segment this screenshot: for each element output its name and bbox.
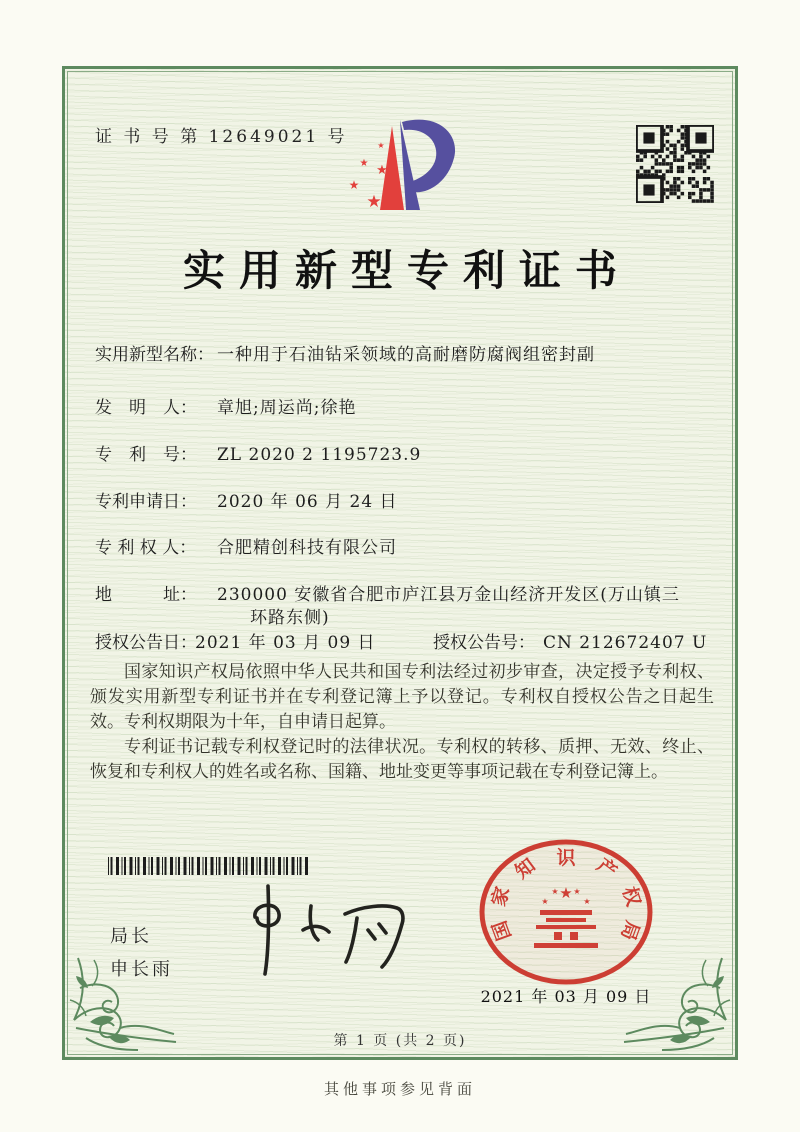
- field-label: 实用新型名称：: [95, 345, 214, 365]
- seal-char: 产: [592, 854, 621, 884]
- star-icon: ★: [551, 887, 559, 896]
- field-patent-number: [95, 440, 421, 465]
- legal-paragraph: 专利证书记载专利权登记时的法律状况。专利权的转移、质押、无效、终止、恢复和专利权人的姓名或名称、国籍、地址变更等事项记载在专利登记簿上。: [90, 737, 714, 782]
- director-name: 申长雨: [110, 959, 173, 980]
- field-value: 230000 安徽省合肥市庐江县万金山经济开发区(万山镇三: [217, 585, 680, 605]
- star-icon: ★: [541, 897, 549, 906]
- page-number: 第 1 页 (共 2 页): [333, 1033, 467, 1049]
- certificate-number: 证 书 号 第 12649021 号: [95, 127, 348, 147]
- director-block: [110, 920, 173, 986]
- field-label: 专 利 权 人：: [95, 538, 197, 558]
- seal-char: 知: [511, 854, 540, 884]
- footer-note: 其他事项参见背面: [323, 1080, 476, 1098]
- director-signature: [225, 872, 425, 990]
- field-label: 授权公告日：: [95, 633, 197, 653]
- seal-char: 局: [616, 917, 644, 944]
- field-value: CN 212672407 U: [542, 633, 708, 653]
- qr-code: [636, 125, 714, 203]
- star-icon: ★: [348, 178, 360, 192]
- seal-char: 权: [617, 884, 645, 909]
- legal-text: [90, 660, 714, 785]
- star-icon: ★: [583, 897, 591, 906]
- star-icon: ★: [359, 158, 369, 169]
- field-value: 章旭;周运尚;徐艳: [217, 398, 357, 418]
- field-value: 2020 年 06 月 24 日: [217, 492, 398, 512]
- star-icon: ★: [559, 884, 573, 902]
- field-value: 2021 年 03 月 09 日: [195, 633, 376, 653]
- field-value: 合肥精创科技有限公司: [217, 538, 397, 558]
- star-icon: ★: [366, 192, 382, 212]
- seal-char: 国: [488, 917, 516, 944]
- star-icon: ★: [573, 887, 581, 896]
- cnipa-logo-icon: [336, 110, 476, 218]
- field-inventor: [95, 393, 356, 418]
- star-icon: ★: [377, 141, 385, 150]
- field-address: [95, 580, 680, 605]
- seal-char: 识: [556, 847, 576, 869]
- field-value: 一种用于石油钻采领域的高耐磨防腐阀组密封副: [217, 345, 595, 365]
- field-label: 地 址：: [95, 585, 197, 605]
- field-label: 专利申请日：: [95, 492, 197, 512]
- field-patentee: [95, 533, 397, 558]
- official-seal: [477, 838, 655, 986]
- seal-date: 2021 年 03 月 09 日: [480, 987, 652, 1006]
- field-name: [95, 340, 595, 365]
- star-icon: ★: [376, 163, 388, 178]
- field-address-line2: [250, 603, 330, 628]
- seal-char: 家: [487, 884, 515, 909]
- director-title: 局长: [110, 926, 152, 947]
- certificate-title: 实用新型专利证书: [182, 246, 631, 295]
- legal-paragraph: 国家知识产权局依照中华人民共和国专利法经过初步审查，决定授予专利权、颁发实用新型专利证书并在专利登记簿上予以登记。专利权自授权公告之日起生效。专利权期限为十年，自申请日起算。: [90, 662, 714, 732]
- field-filing-date: [95, 487, 398, 512]
- field-label: 发 明 人：: [95, 398, 197, 418]
- field-label: 专 利 号：: [95, 445, 197, 465]
- field-label: 授权公告号：: [432, 633, 535, 653]
- field-value: 环路东侧): [250, 608, 330, 628]
- field-grant-row: [95, 628, 707, 653]
- field-value: ZL 2020 2 1195723.9: [217, 445, 422, 465]
